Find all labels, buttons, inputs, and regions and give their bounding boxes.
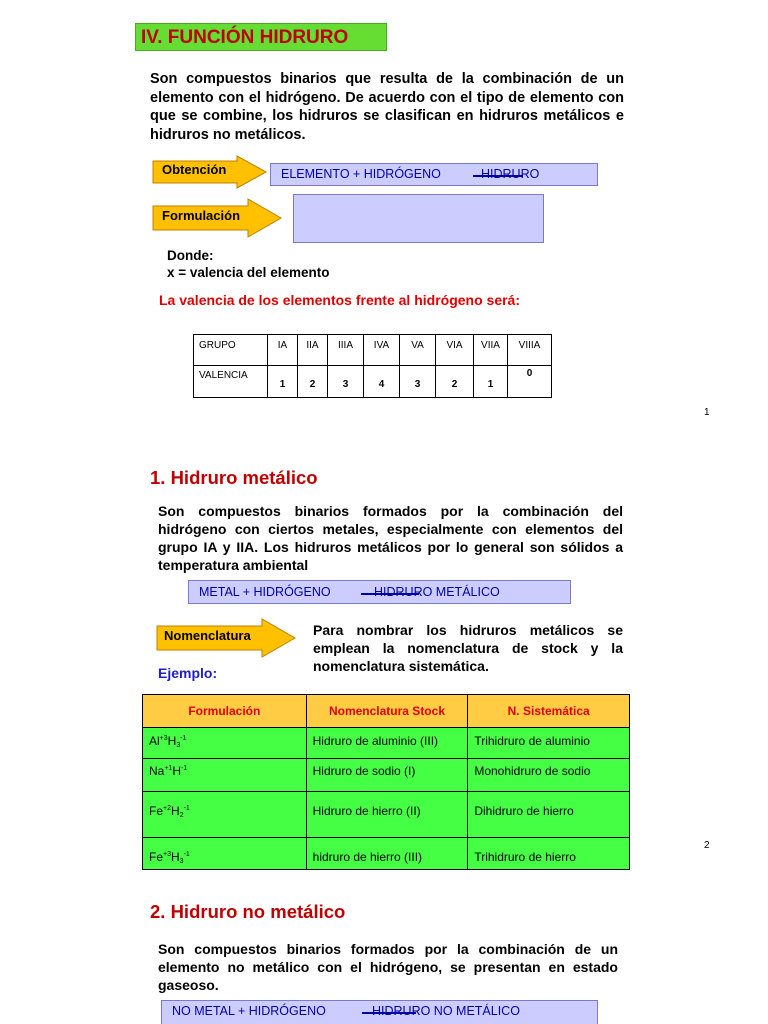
formula-cell: $Fe^{+3}H_3^{-1}$: [143, 838, 307, 870]
group-cell: VIIA: [474, 335, 508, 366]
stock-cell: Hidruro de sodio (I): [306, 759, 468, 792]
group-cell: IIA: [298, 335, 328, 366]
donde-title: Donde:: [167, 248, 214, 263]
group-cell: VA: [400, 335, 436, 366]
group-cell: IIIA: [328, 335, 364, 366]
table-row: [143, 728, 630, 759]
section-title: IV. FUNCIÓN HIDRURO: [135, 23, 387, 51]
group-row: [194, 335, 552, 366]
obtencion-equation: [270, 163, 598, 186]
header-cell: Formulación: [143, 695, 307, 728]
intro-paragraph: Son compuestos binarios que resulta de la combinación de un elemento con el hidrógeno. De acuerdo con el tipo de elemento con que se combine, los hidruros se clasifican en hidruros metálicos e hidruros no metálicos.: [150, 71, 624, 143]
valence-cell: 2: [436, 366, 474, 398]
metalico-equation: [188, 580, 571, 604]
page-number: 2: [704, 840, 710, 851]
group-cell: IVA: [364, 335, 400, 366]
no-metalico-description: Son compuestos binarios formados por la combinación de un elemento no metálico con el hidrógeno, se presentan en estado gaseoso.: [158, 941, 618, 993]
header-cell: N. Sistemática: [468, 695, 630, 728]
valence-cell: 0: [508, 366, 552, 398]
nomenclatura-label: Nomenclatura: [164, 628, 251, 643]
row-label: GRUPO: [194, 335, 268, 366]
row-label: VALENCIA: [194, 366, 268, 398]
valence-row: [194, 366, 552, 398]
formulacion-arrow: [152, 198, 282, 238]
stock-cell: Hidruro de aluminio (III): [306, 728, 468, 759]
page-number: 1: [704, 407, 710, 418]
valence-cell: 3: [328, 366, 364, 398]
nomenclatura-text: Para nombrar los hidruros metálicos se emplean la nomenclatura de stock y la nomenclatura sistemática.: [313, 622, 623, 674]
equation-left: METAL + HIDRÓGENO: [199, 585, 331, 599]
equation-right: HIDRURO METÁLICO: [374, 585, 500, 599]
metalico-description: Son compuestos binarios formados por la combinación del hidrógeno con ciertos metales, especialmente con elementos del grupo IA y IIA. Los hidruros metálicos por lo general son sólidos a temperatura ambiental: [158, 503, 623, 573]
formulacion-box: [293, 194, 544, 243]
equation-right: HIDRURO NO METÁLICO: [372, 1004, 520, 1018]
valence-cell: 2: [298, 366, 328, 398]
equation-right: HIDRURO: [481, 167, 540, 181]
sistematica-cell: Trihidruro de aluminio: [468, 728, 630, 759]
group-cell: VIA: [436, 335, 474, 366]
sistematica-cell: Monohidruro de sodio: [468, 759, 630, 792]
valence-cell: 3: [400, 366, 436, 398]
nomenclatura-arrow: [156, 618, 296, 658]
formula-cell: $Na^{+1}H^{-1}$: [143, 759, 307, 792]
stock-cell: Hidruro de hierro (II): [306, 792, 468, 838]
formulacion-label: Formulación: [162, 208, 241, 223]
valence-table: [193, 334, 552, 398]
equation-left: ELEMENTO + HIDRÓGENO: [281, 167, 441, 181]
valencia-intro: La valencia de los elementos frente al hidrógeno será:: [159, 292, 521, 308]
valence-cell: 4: [364, 366, 400, 398]
table-row: [143, 838, 630, 870]
header-cell: Nomenclatura Stock: [306, 695, 468, 728]
equation-left: NO METAL + HIDRÓGENO: [172, 1004, 326, 1018]
obtencion-arrow: [152, 155, 267, 189]
formula-cell: $Fe^{+2}H_2^{-1}$: [143, 792, 307, 838]
stock-cell: hidruro de hierro (III): [306, 838, 468, 870]
sistematica-cell: Trihidruro de hierro: [468, 838, 630, 870]
no-metalico-equation: [161, 1000, 598, 1024]
valence-cell: 1: [268, 366, 298, 398]
sistematica-cell: Dihidruro de hierro: [468, 792, 630, 838]
x-definition: x = valencia del elemento: [167, 265, 330, 280]
formula-cell: $Al^{+3}H_3^{-1}$: [143, 728, 307, 759]
group-cell: VIIIA: [508, 335, 552, 366]
obtencion-label: Obtención: [162, 162, 227, 177]
metalico-heading: 1. Hidruro metálico: [150, 467, 318, 488]
nomenclature-table: [142, 694, 630, 870]
group-cell: IA: [268, 335, 298, 366]
table-row: [143, 792, 630, 838]
no-metalico-heading: 2. Hidruro no metálico: [150, 901, 346, 922]
table-header-row: [143, 695, 630, 728]
ejemplo-label: Ejemplo:: [158, 665, 218, 681]
valence-cell: 1: [474, 366, 508, 398]
table-row: [143, 759, 630, 792]
